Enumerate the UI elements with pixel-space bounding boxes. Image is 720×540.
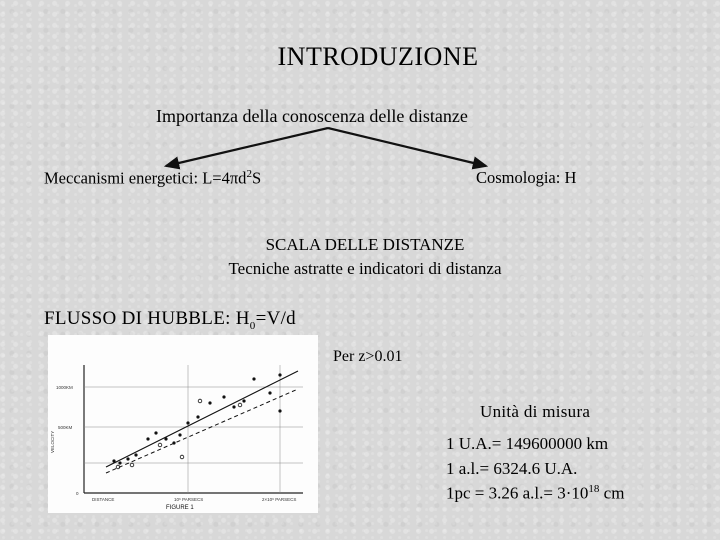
data-point <box>118 461 121 464</box>
cosmology-label: Cosmologia: H <box>476 168 577 187</box>
x-tick-label: 2×10⁶ PARSECS <box>262 497 297 502</box>
parsec-prefix: 1pc = 3.26 a.l.= 3·10 <box>446 483 589 503</box>
data-point <box>186 421 189 424</box>
data-point <box>278 409 281 412</box>
distance-scale-subheading: Tecniche astratte e indicatori di distanza <box>228 259 502 278</box>
y-tick-label: 1000KM <box>56 385 73 390</box>
hubble-prefix: FLUSSO DI HUBBLE: H <box>44 308 250 329</box>
figure-background <box>48 335 318 513</box>
hubble-flow-label <box>44 308 296 332</box>
slide-title: INTRODUZIONE <box>277 42 479 71</box>
unit-light-year: 1 a.l.= 6324.6 U.A. <box>446 459 578 478</box>
x-tick-label: 10⁶ PARSECS <box>174 497 204 502</box>
data-point <box>112 459 115 462</box>
y-axis-label: VELOCITY <box>50 430 55 453</box>
units-title: Unità di misura <box>480 402 591 421</box>
data-point <box>196 415 199 418</box>
parsec-suffix: cm <box>599 483 625 503</box>
y-tick-label: 0 <box>76 491 79 496</box>
data-point <box>126 457 129 460</box>
energy-formula-suffix: S <box>251 168 262 188</box>
hubble-subscript: 0 <box>249 319 256 332</box>
data-point <box>154 431 157 434</box>
data-point <box>252 377 255 380</box>
data-point <box>232 405 235 408</box>
data-point <box>178 433 181 436</box>
hubble-diagram-figure <box>48 335 318 513</box>
y-tick-label: 500KM <box>58 425 73 430</box>
data-point <box>278 373 281 376</box>
arrow-left <box>166 128 328 166</box>
data-point <box>222 395 225 398</box>
figure-caption: FIGURE 1 <box>166 505 194 511</box>
data-point <box>268 391 271 394</box>
x-axis-label: DISTANCE <box>92 497 115 502</box>
data-point <box>134 453 137 456</box>
energy-mechanisms-label <box>44 168 261 189</box>
data-point <box>172 441 175 444</box>
arrow-right <box>328 128 486 166</box>
hubble-suffix: =V/d <box>255 308 296 329</box>
unit-au: 1 U.A.= 149600000 km <box>446 434 609 453</box>
energy-formula-prefix: Meccanismi energetici: L=4πd <box>44 168 247 188</box>
energy-formula-exponent: 2 <box>246 168 252 180</box>
unit-parsec <box>446 483 624 504</box>
slide-subtitle: Importanza della conoscenza delle distanze <box>156 106 468 126</box>
parsec-exponent: 18 <box>588 483 600 495</box>
distance-scale-heading: SCALA DELLE DISTANZE <box>265 235 465 254</box>
data-point <box>164 437 167 440</box>
per-z-label: Per z>0.01 <box>333 348 403 365</box>
data-point <box>208 401 211 404</box>
data-point <box>146 437 149 440</box>
data-point <box>242 399 245 402</box>
